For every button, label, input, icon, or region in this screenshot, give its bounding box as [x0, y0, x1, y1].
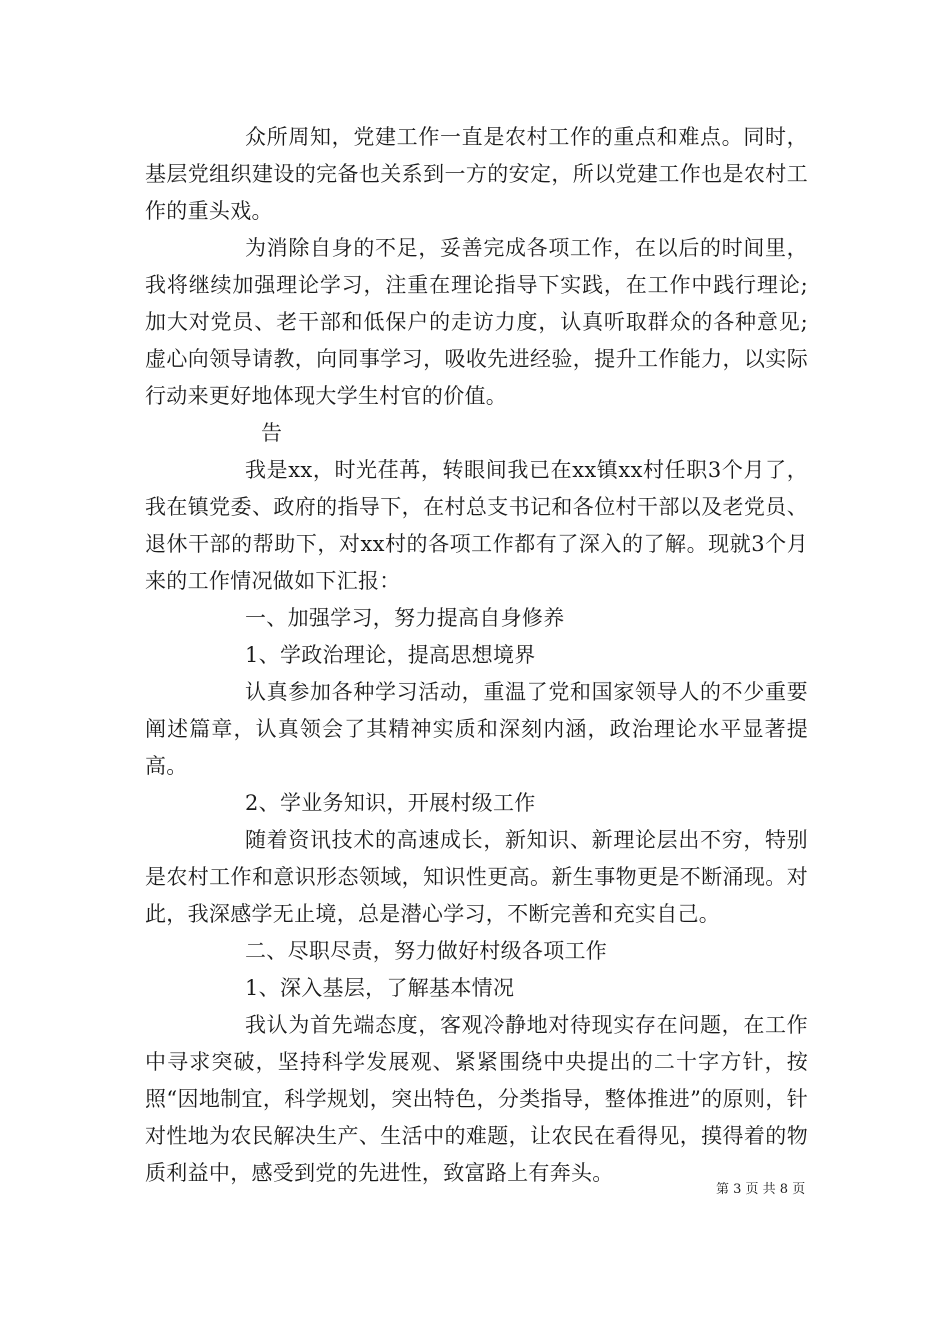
- report-title-fragment: 告: [261, 421, 283, 445]
- subsection-heading-2-1: 1、深入基层，了解基本情况: [245, 976, 515, 1000]
- document-body: [145, 119, 808, 1192]
- paragraph-party-building: 众所周知，党建工作一直是农村工作的重点和难点。同时，基层党组织建设的完备也关系到一方的安定，所以党建工作也是农村工作的重头戏。: [145, 125, 808, 223]
- subsection-heading-1-2: 2、学业务知识，开展村级工作: [245, 791, 536, 815]
- paragraph-future-plan: 为消除自身的不足，妥善完成各项工作，在以后的时间里，我将继续加强理论学习，注重在理论指导下实践，在工作中践行理论;加大对党员、老干部和低保户的走访力度，认真听取群众的各种意见;虚心向领导请教，向同事学习，吸收先进经验，提升工作能力，以实际行动来更好地体现大学生村官的价值。: [145, 236, 808, 408]
- subsection-heading-1-1: 1、学政治理论，提高思想境界: [245, 643, 536, 667]
- paragraph-grassroots: 我认为首先端态度，客观冷静地对待现实存在问题，在工作中寻求突破，坚持科学发展观、紧紧围绕中央提出的二十字方针，按照“因地制宜，科学规划，突出特色，分类指导，整体推进”的原则，针对性地为农民解决生产、生活中的难题，让农民在看得见，摸得着的物质利益中，感受到党的先进性，致富路上有奔头。: [145, 1013, 808, 1185]
- paragraph-business-study: 随着资讯技术的高速成长，新知识、新理论层出不穷，特别是农村工作和意识形态领域，知识性更高。新生事物更是不断涌现。对此，我深感学无止境，总是潜心学习，不断完善和充实自己。: [145, 828, 808, 926]
- section-heading-1: 一、加强学习，努力提高自身修养: [245, 606, 565, 630]
- section-heading-2: 二、尽职尽责，努力做好村级各项工作: [245, 939, 608, 963]
- paragraph-introduction: 我是xx，时光荏苒，转眼间我已在xx镇xx村任职3个月了，我在镇党委、政府的指导下，在村总支书记和各位村干部以及老党员、退休干部的帮助下，对xx村的各项工作都有了深入的了解。现就3个月来的工作情况做如下汇报：: [145, 458, 808, 593]
- paragraph-political-study: 认真参加各种学习活动，重温了党和国家领导人的不少重要阐述篇章，认真领会了其精神实质和深刻内涵，政治理论水平显著提高。: [145, 680, 808, 778]
- page-number-footer: 第 3 页 共 8 页: [716, 1182, 806, 1197]
